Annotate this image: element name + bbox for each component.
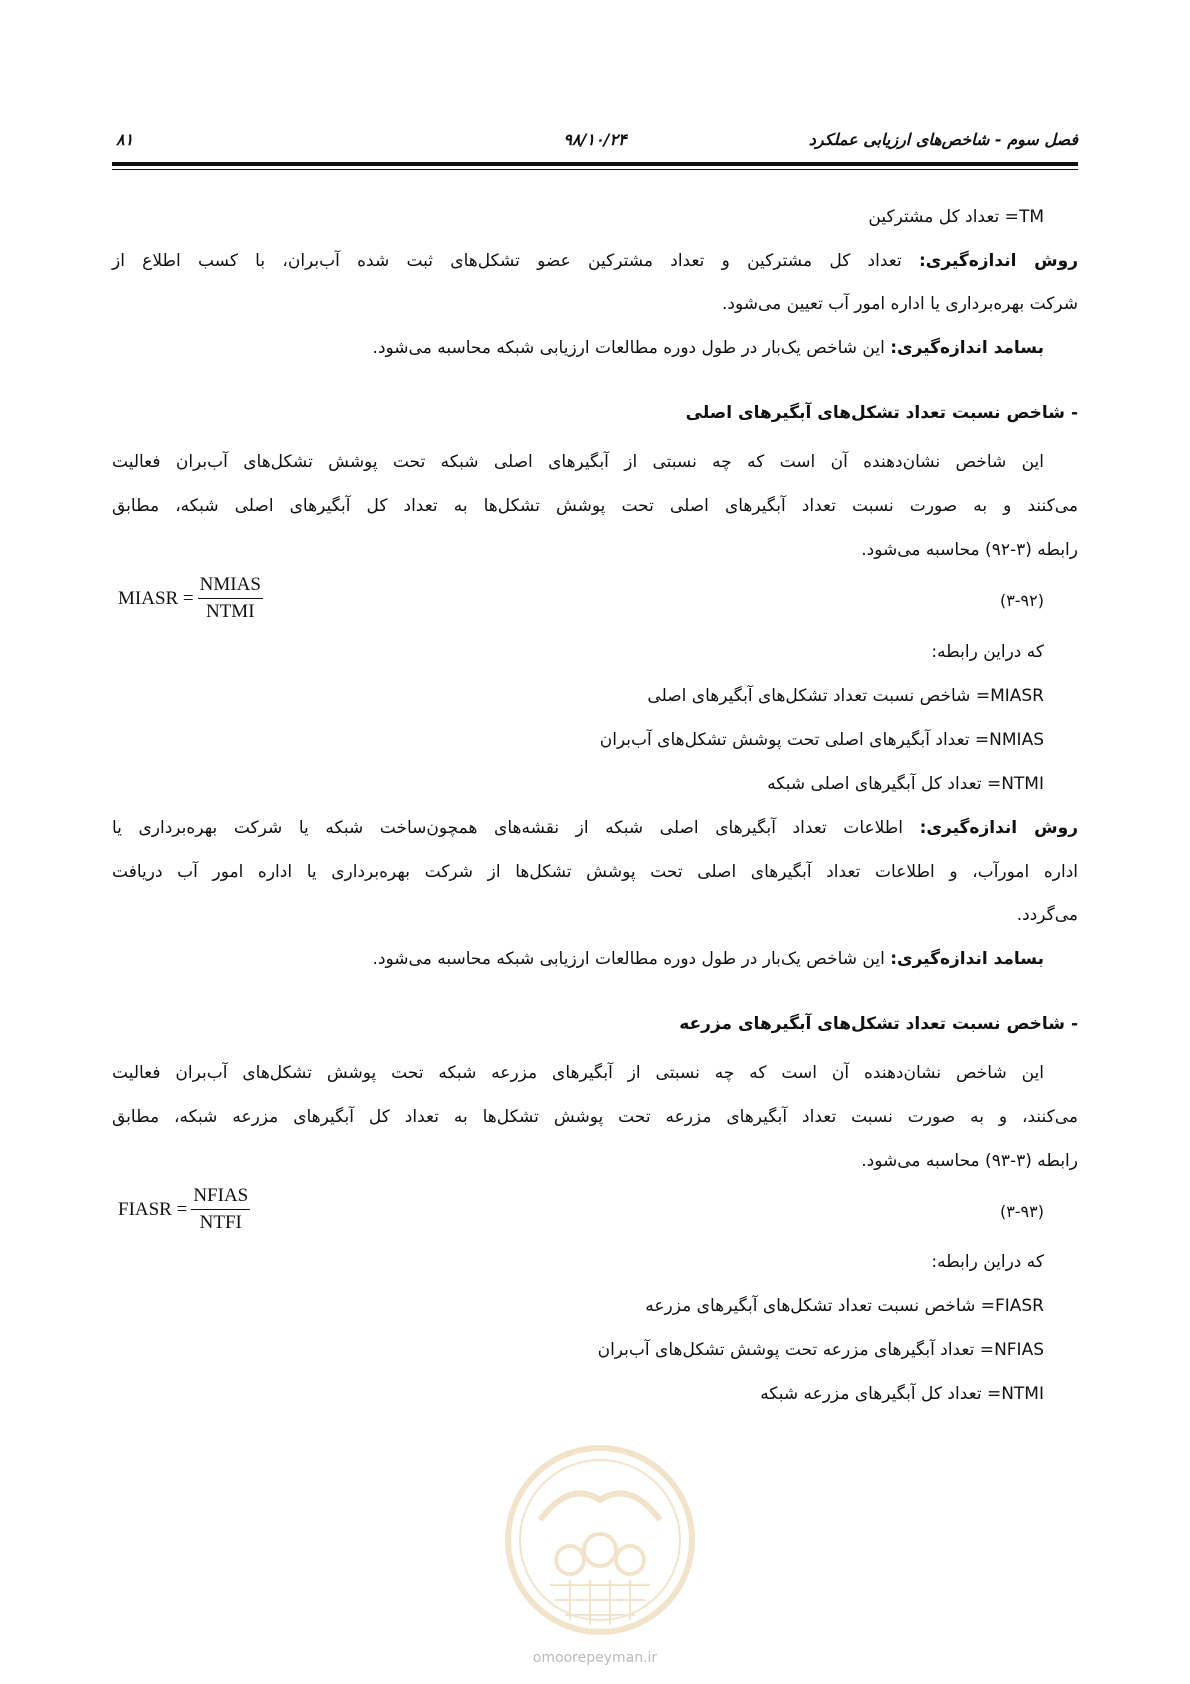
equation-number: (۳-۹۳) bbox=[999, 1202, 1044, 1221]
header-date: ۹۸/۱۰/۲۴ bbox=[563, 130, 627, 149]
formula-lhs: FIASR = bbox=[118, 1198, 188, 1220]
definition-nfias: NFIAS= تعداد آبگیرهای مزرعه تحت پوشش تشکل‌های آب‌بران bbox=[597, 1340, 1044, 1360]
paragraph-line: این شاخص نشان‌دهنده آن است که چه نسبتی از آبگیرهای مزرعه شبکه تحت پوشش تشکل‌های آب‌بران فعالیت bbox=[112, 1063, 1044, 1083]
definition-fiasr: FIASR= شاخص نسبت تعداد تشکل‌های آبگیرهای مزرعه bbox=[645, 1296, 1044, 1316]
formula-denominator: NTMI bbox=[205, 601, 255, 622]
definition-tm: TM= تعداد کل مشترکین bbox=[868, 207, 1044, 227]
where-label: که دراین رابطه: bbox=[931, 1252, 1044, 1272]
frequency-text: این شاخص یک‌بار در طول دوره مطالعات ارزیابی شبکه محاسبه می‌شود. bbox=[372, 338, 891, 358]
definition-ntfi: NTMI= تعداد کل آبگیرهای مزرعه شبکه bbox=[760, 1384, 1044, 1404]
formula-fraction bbox=[191, 1185, 250, 1234]
paragraph-line: رابطه (۳-۹۳) محاسبه می‌شود. bbox=[861, 1151, 1078, 1171]
equation-number: (۳-۹۲) bbox=[999, 591, 1044, 610]
header-rule-thin bbox=[112, 169, 1078, 170]
paragraph-line: این شاخص نشان‌دهنده آن است که چه نسبتی از آبگیرهای اصلی شبکه تحت پوشش تشکل‌های آب‌بران فعالیت bbox=[112, 452, 1044, 472]
frequency-label: بسامد اندازه‌گیری: bbox=[890, 949, 1044, 969]
paragraph-line: رابطه (۳-۹۲) محاسبه می‌شود. bbox=[861, 540, 1078, 560]
section-heading-farm-intakes: - شاخص نسبت تعداد تشکل‌های آبگیرهای مزرعه bbox=[679, 1014, 1078, 1034]
definition-nmias: NMIAS= تعداد آبگیرهای اصلی تحت پوشش تشکل‌های آب‌بران bbox=[599, 730, 1044, 750]
measurement-method-text: اطلاعات تعداد آبگیرهای اصلی شبکه از نقشه‌های همچون‌ساخت شبکه یا شرکت بهره‌برداری یا bbox=[112, 818, 920, 838]
frequency-label: بسامد اندازه‌گیری: bbox=[890, 338, 1044, 358]
measurement-method-label: روش اندازه‌گیری: bbox=[919, 818, 1078, 838]
paragraph-line: می‌کنند و به صورت نسبت تعداد آبگیرهای اصلی تحت پوشش تشکل‌ها به تعداد کل آبگیرهای اصلی شبکه، مطابق bbox=[112, 496, 1078, 516]
measurement-method-line-1 bbox=[112, 816, 1078, 840]
formula-lhs: MIASR = bbox=[118, 587, 194, 609]
measurement-method-line-2: اداره امورآب، و اطلاعات تعداد آبگیرهای اصلی تحت پوشش تشکل‌ها از شرکت بهره‌برداری یا اداره امور آب دریافت bbox=[112, 862, 1078, 882]
formula-numerator: NFIAS bbox=[191, 1185, 250, 1210]
header-rule-thick bbox=[112, 162, 1078, 166]
where-label: که دراین رابطه: bbox=[931, 642, 1044, 662]
paragraph-line: می‌کنند، و به صورت نسبت تعداد آبگیرهای مزرعه تحت پوشش تشکل‌ها به تعداد کل آبگیرهای مزرعه شبکه، مطابق bbox=[112, 1107, 1078, 1127]
measurement-method-text: تعداد کل مشترکین و تعداد مشترکین عضو تشکل‌های ثبت شده آب‌بران، با کسب اطلاع از bbox=[112, 251, 919, 271]
chapter-title: فصل سوم - شاخص‌های ارزیابی عملکرد bbox=[808, 130, 1078, 149]
page-number: ۸۱ bbox=[116, 130, 134, 149]
frequency-text: این شاخص یک‌بار در طول دوره مطالعات ارزیابی شبکه محاسبه می‌شود. bbox=[372, 949, 891, 969]
measurement-method-line-1 bbox=[112, 249, 1078, 273]
measurement-method-line-2: شرکت بهره‌برداری یا اداره امور آب تعیین می‌شود. bbox=[721, 294, 1078, 314]
formula-fraction bbox=[198, 574, 263, 623]
formula-denominator: NTFI bbox=[199, 1212, 242, 1233]
formula-miasr bbox=[118, 574, 263, 623]
formula-fiasr bbox=[118, 1185, 250, 1234]
definition-ntmi: NTMI= تعداد کل آبگیرهای اصلی شبکه bbox=[767, 774, 1044, 794]
page-header bbox=[112, 130, 1078, 152]
seal-logo-icon bbox=[500, 1440, 700, 1640]
measurement-frequency bbox=[112, 947, 1044, 971]
measurement-frequency bbox=[112, 336, 1044, 360]
formula-numerator: NMIAS bbox=[198, 574, 263, 599]
measurement-method-line-3: می‌گردد. bbox=[1016, 905, 1078, 925]
measurement-method-label: روش اندازه‌گیری: bbox=[918, 251, 1078, 271]
watermark-url: omoorepeyman.ir bbox=[532, 1650, 658, 1666]
section-heading-main-intakes: - شاخص نسبت تعداد تشکل‌های آبگیرهای اصلی bbox=[685, 403, 1078, 423]
definition-miasr: MIASR= شاخص نسبت تعداد تشکل‌های آبگیرهای اصلی bbox=[647, 686, 1044, 706]
